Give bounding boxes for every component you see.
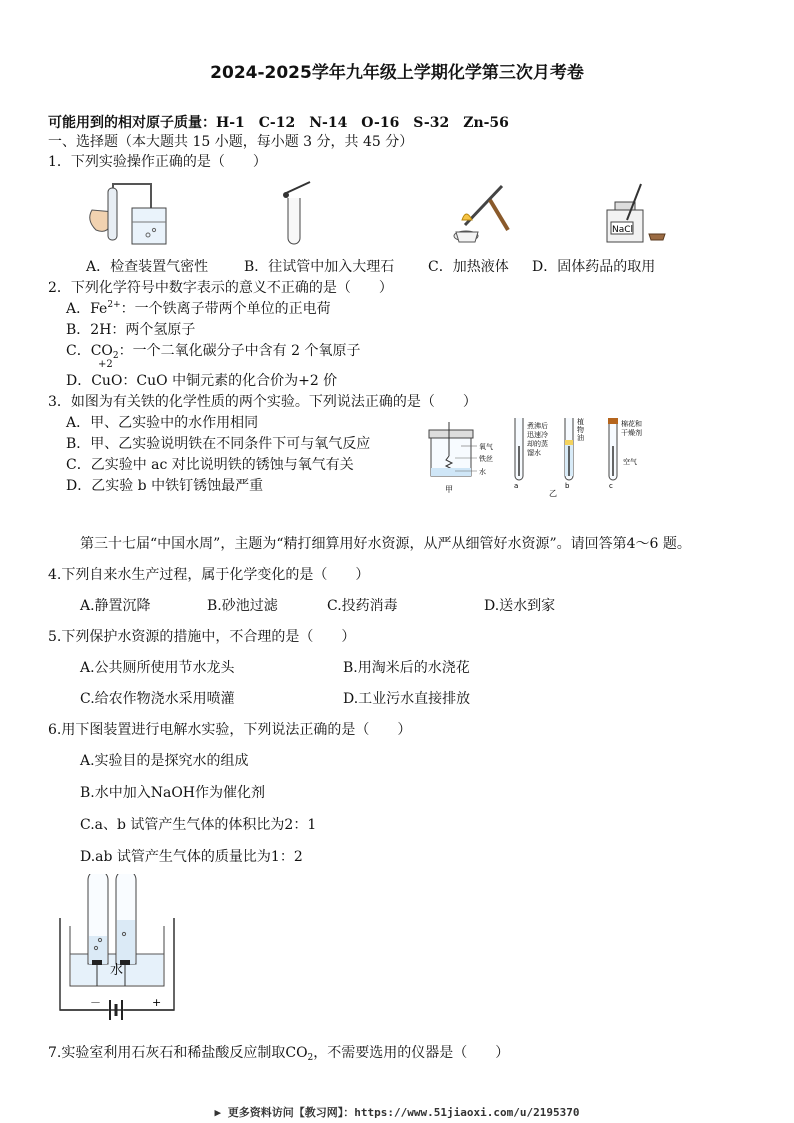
svg-text:空气: 空气 [623,458,637,466]
q2-stem: 2．下列化学符号中数字表示的意义不正确的是（ ） [48,280,393,296]
q1-stem: 1．下列实验操作正确的是（ ） [48,154,267,170]
nacl-label: NaCl [612,225,634,235]
q3-figure [425,416,705,498]
q3-option-b: B．甲、乙实验说明铁在不同条件下可与氧气反应 [66,436,371,452]
svg-text:煮沸后: 煮沸后 [527,422,548,430]
q6-stem: 6.用下图装置进行电解水实验，下列说法正确的是（ ） [48,722,412,738]
q5-option-d: D.工业污水直接排放 [343,691,471,707]
electrolysis-figure [52,874,182,1030]
q2-valence-mark: +2 [98,359,113,370]
q2-option-d: D．CuO：CuO 中铜元素的化合价为+2 价 [66,373,338,389]
water-label: 水 [110,963,124,978]
water-week-intro: 第三十七届“中国水周”，主题为“精打细算用好水资源，从严从细管好水资源”。请回答第4～6 题。 [80,536,691,552]
footer-link[interactable]: ▶ 更多资料访问【教习网】：https://www.51jiaoxi.com/u/2195370 [214,1106,580,1119]
svg-text:c: c [609,482,613,490]
svg-text:铁丝: 铁丝 [479,455,493,463]
svg-text:a: a [514,482,519,490]
q1-option-c: C．加热液体 [428,259,509,275]
svg-text:油: 油 [577,434,584,442]
q6-option-d: D.ab 试管产生气体的质量比为1：2 [80,849,303,865]
q5-stem: 5.下列保护水资源的措施中，不合理的是（ ） [48,629,356,645]
airtight-check-figure [90,184,166,244]
svg-text:干燥剂: 干燥剂 [621,429,642,437]
svg-text:氧气: 氧气 [479,443,493,451]
section-heading: 一、选择题（本大题共 15 小题，每小题 3 分，共 45 分） [48,134,414,150]
q4-option-a: A.静置沉降 [80,598,151,614]
svg-text:物: 物 [577,426,584,434]
q1-option-d: D．固体药品的取用 [532,259,656,275]
svg-text:b: b [565,482,570,490]
q1-option-b: B．往试管中加入大理石 [244,259,395,275]
q3-option-a: A．甲、乙实验中的水作用相同 [66,415,259,431]
svg-text:甲: 甲 [445,485,453,494]
svg-text:植: 植 [577,418,584,426]
q7-stem: 7.实验室利用石灰石和稀盐酸反应制取$CO_2$，不需要选用的仪器是（ ） [48,1045,510,1063]
q6-option-b: B.水中加入NaOH作为催化剂 [80,785,266,801]
experiment-jia [429,422,493,494]
negative-terminal: － [90,996,101,1009]
q4-option-d: D.送水到家 [484,598,556,614]
atomic-masses: 可能用到的相对原子质量：H-1 C-12 N-14 O-16 S-32 Zn-56 [48,115,509,131]
positive-terminal: + [152,996,162,1009]
q5-option-a: A.公共厕所使用节水龙头 [80,660,235,676]
add-marble-figure [283,182,310,244]
svg-text:水: 水 [479,468,486,476]
q2-option-b: B．2H：两个氢原子 [66,322,196,338]
q6-option-c: C.a、b 试管产生气体的体积比为2：1 [80,817,317,833]
svg-text:乙: 乙 [549,489,557,498]
q3-stem: 3．如图为有关铁的化学性质的两个实验。下列说法正确的是（ ） [48,394,477,410]
q1-figures [80,180,700,255]
q1-option-a: A．检查装置气密性 [86,259,209,275]
q5-option-b: B.用淘米后的水浇花 [343,660,470,676]
q3-option-c: C．乙实验中 ac 对比说明铁的锈蚀与氧气有关 [66,457,354,473]
svg-text:迅速冷: 迅速冷 [527,431,548,439]
q2-option-a: A．$Fe^{2+}$：一个铁离子带两个单位的正电荷 [66,300,331,317]
reagent-bottle-figure [607,184,665,242]
heating-liquid-figure [454,186,508,242]
q6-option-a: A.实验目的是探究水的组成 [80,753,249,769]
experiment-yi [514,417,642,498]
q4-option-c: C.投药消毒 [327,598,398,614]
svg-text:棉花和: 棉花和 [621,420,642,428]
svg-text:馏水: 馏水 [527,449,541,457]
q4-stem: 4.下列自来水生产过程，属于化学变化的是（ ） [48,567,370,583]
q2-option-c: C．$CO_2$：一个二氧化碳分子中含有 2 个氧原子 [66,343,361,361]
q5-option-c: C.给农作物浇水采用喷灌 [80,691,235,707]
exam-title: 2024-2025学年九年级上学期化学第三次月考卷 [210,63,584,83]
svg-text:却的蒸: 却的蒸 [527,440,548,448]
q3-option-d: D．乙实验 b 中铁钉锈蚀最严重 [66,478,264,494]
q4-option-b: B.砂池过滤 [207,598,278,614]
